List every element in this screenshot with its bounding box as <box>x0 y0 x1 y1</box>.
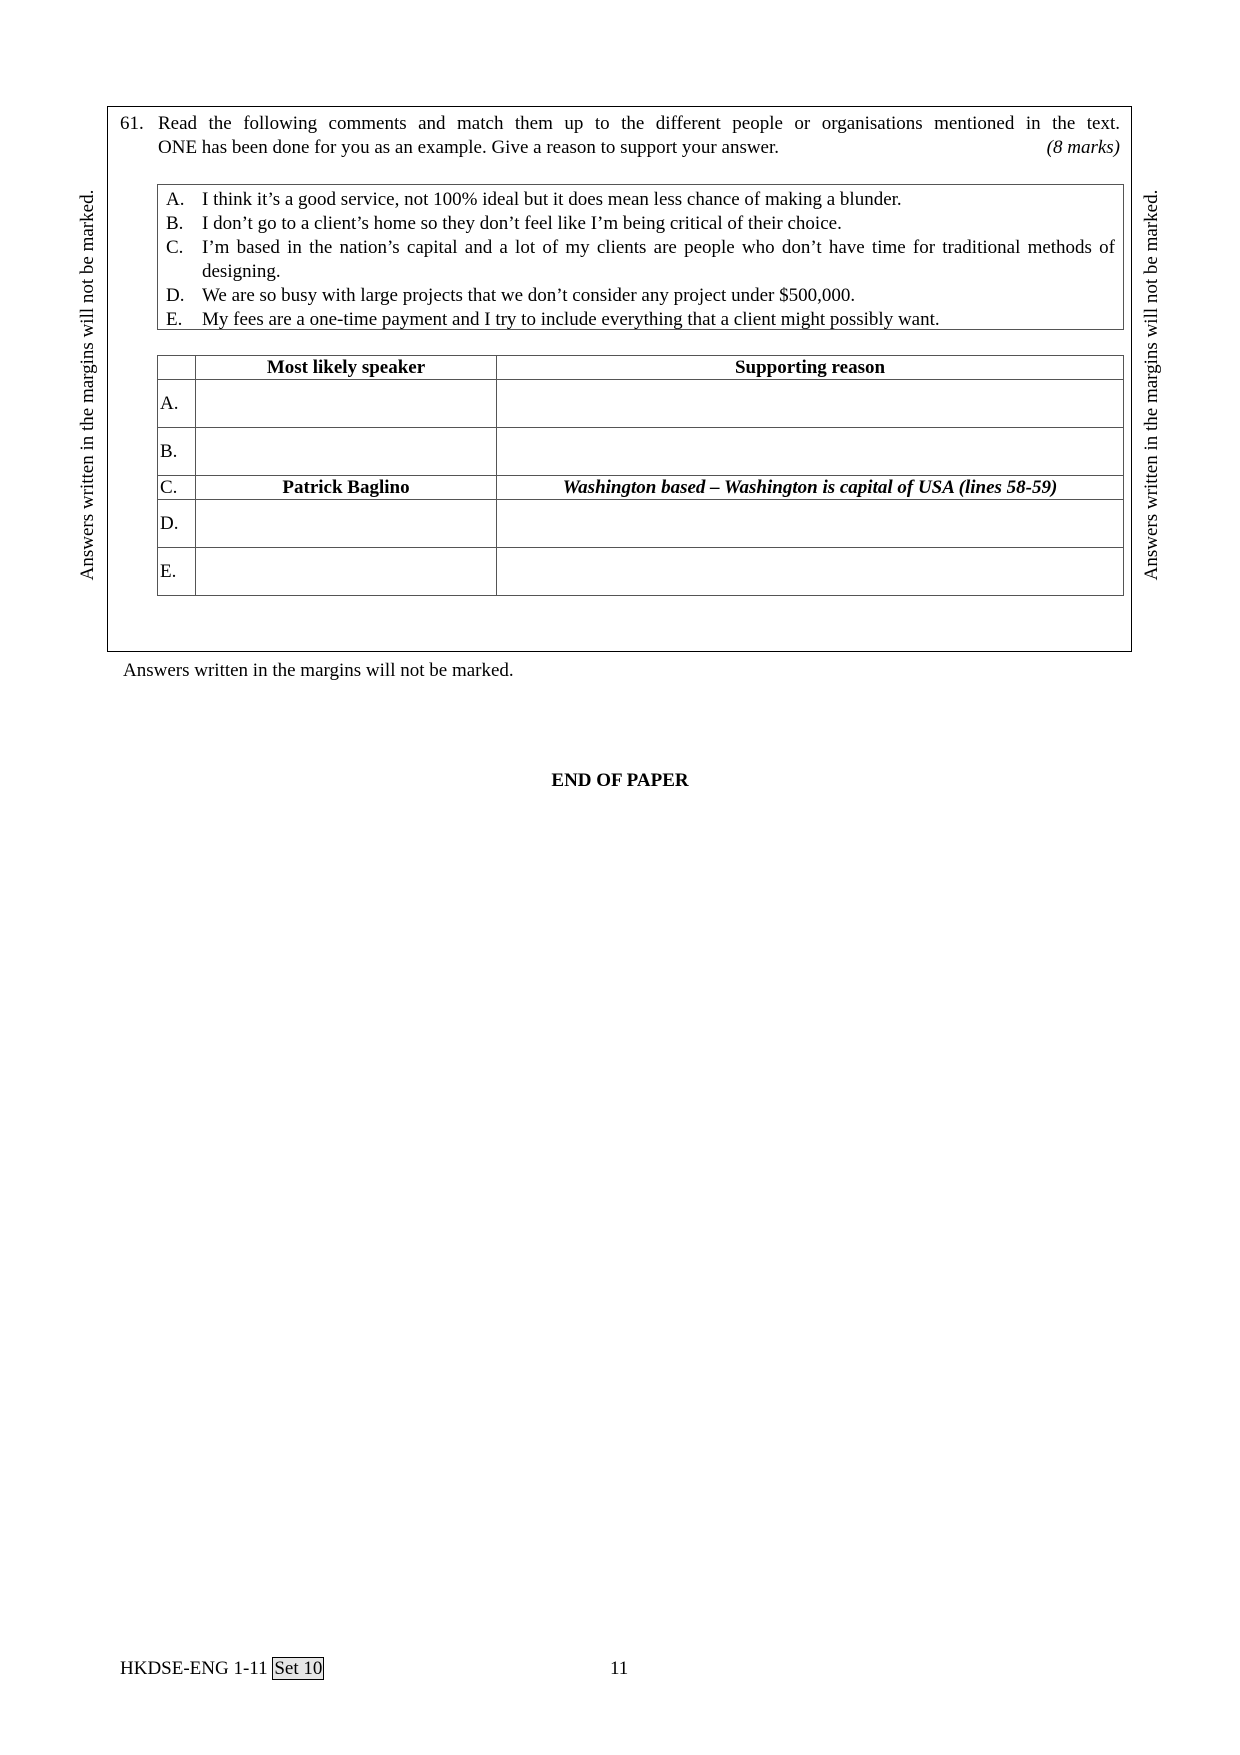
paper-code-text: HKDSE-ENG 1-11 <box>120 1658 268 1679</box>
header-speaker: Most likely speaker <box>196 356 497 380</box>
answer-table <box>157 355 1124 596</box>
row-letter: D. <box>158 500 196 548</box>
footer-margin-note: Answers written in the margins will not be marked. <box>123 660 514 681</box>
example-speaker: Patrick Baglino <box>196 476 497 500</box>
left-margin-note: Answers written in the margins will not be marked. <box>77 189 98 581</box>
question-marks: (8 marks) <box>1046 137 1120 158</box>
row-letter: B. <box>158 428 196 476</box>
end-of-paper: END OF PAPER <box>551 770 689 791</box>
table-header-row <box>158 356 1124 380</box>
row-letter: E. <box>158 548 196 596</box>
reason-answer-cell[interactable] <box>497 380 1124 428</box>
comment-d <box>166 284 1115 308</box>
reason-answer-cell[interactable] <box>497 500 1124 548</box>
row-letter: A. <box>158 380 196 428</box>
table-row <box>158 500 1124 548</box>
row-letter: C. <box>158 476 196 500</box>
example-reason: Washington based – Washington is capital of USA (lines 58-59) <box>497 476 1124 500</box>
question-instruction-line1: Read the following comments and match them up to the different people or organisations mentioned in the text. <box>158 113 1120 134</box>
speaker-answer-cell[interactable] <box>196 380 497 428</box>
header-letter-cell <box>158 356 196 380</box>
comment-a <box>166 188 1115 212</box>
comment-text: I’m based in the nation’s capital and a lot of my clients are people who don’t have time for traditional methods of designing. <box>202 237 1115 282</box>
page-number: 11 <box>610 1658 629 1679</box>
comment-text: We are so busy with large projects that we don’t consider any project under $500,000. <box>202 285 856 306</box>
comment-letter: E. <box>166 309 183 330</box>
comment-e <box>166 308 1115 332</box>
speaker-answer-cell[interactable] <box>196 500 497 548</box>
table-row <box>158 380 1124 428</box>
comment-text: I think it’s a good service, not 100% ideal but it does mean less chance of making a blunder. <box>202 189 902 210</box>
question-instruction-line2: ONE has been done for you as an example. Give a reason to support your answer. <box>158 137 780 158</box>
comment-letter: C. <box>166 237 184 258</box>
speaker-answer-cell[interactable] <box>196 548 497 596</box>
table-row <box>158 548 1124 596</box>
reason-answer-cell[interactable] <box>497 548 1124 596</box>
comment-letter: B. <box>166 213 184 234</box>
paper-code <box>120 1658 324 1680</box>
comment-letter: A. <box>166 189 185 210</box>
speaker-answer-cell[interactable] <box>196 428 497 476</box>
comment-b <box>166 212 1115 236</box>
comment-letter: D. <box>166 285 185 306</box>
right-margin-note: Answers written in the margins will not be marked. <box>1141 189 1162 581</box>
set-tag: Set 10 <box>274 1658 323 1679</box>
header-reason: Supporting reason <box>497 356 1124 380</box>
table-row <box>158 428 1124 476</box>
comment-c <box>166 236 1115 284</box>
comment-text: My fees are a one-time payment and I try to include everything that a client might possibly want. <box>202 309 940 330</box>
comment-text: I don’t go to a client’s home so they don’t feel like I’m being critical of their choice. <box>202 213 842 234</box>
answer-box <box>107 106 1132 652</box>
question-61 <box>120 112 1120 160</box>
comments-box <box>157 184 1124 330</box>
question-number: 61. <box>120 113 144 134</box>
reason-answer-cell[interactable] <box>497 428 1124 476</box>
table-row-example <box>158 476 1124 500</box>
